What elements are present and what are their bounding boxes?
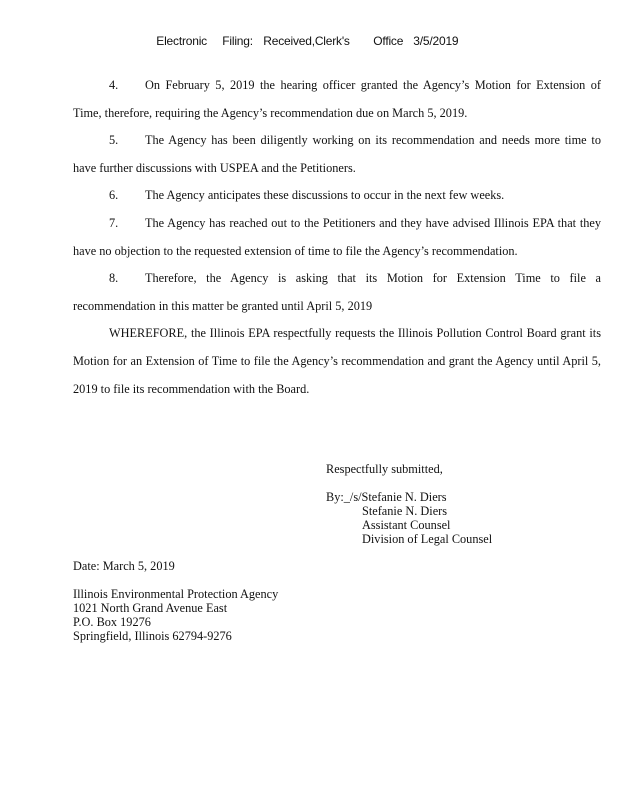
address-line-pobox: P.O. Box 19276 xyxy=(73,615,151,629)
wherefore-paragraph: WHEREFORE, the Illinois EPA respectfully requests the Illinois Pollution Control Board grant its Motion for an Extension of Time to file the Agency’s recommendation and grant the Agency until April 5, 2019 to file its recommendation with the Board. xyxy=(73,326,601,396)
paragraph-number: 4. xyxy=(109,78,119,92)
signer-name: Stefanie N. Diers xyxy=(362,504,448,518)
paragraph-text: The Agency anticipates these discussions to occur in the next few weeks. xyxy=(145,188,505,203)
paragraph-6 xyxy=(73,182,601,210)
paragraph-number: 7. xyxy=(109,215,119,230)
paragraph-8 xyxy=(73,265,601,320)
address-line-city: Springfield, Illinois 62794-9276 xyxy=(73,629,232,643)
document-date: Date: March 5, 2019 xyxy=(73,559,175,573)
header-filing: Filing: xyxy=(222,34,253,48)
header-date: 3/5/2019 xyxy=(413,34,459,48)
paragraph-text: The Agency has reached out to the Petitioners and they have advised Illinois EPA that they have no objection to the requested extension of time to file the Agency’s recommendation. xyxy=(73,215,601,258)
address-line-street: 1021 North Grand Avenue East xyxy=(73,601,228,615)
document-body xyxy=(73,72,601,403)
filing-stamp-header xyxy=(150,20,458,48)
paragraph-text: On February 5, 2019 the hearing officer granted the Agency’s Motion for Extension of Time, therefore, requiring the Agency’s recommendation due on March 5, 2019. xyxy=(73,78,601,120)
signer-division: Division of Legal Counsel xyxy=(362,532,493,546)
header-electronic: Electronic xyxy=(156,34,207,48)
paragraph-number: 5. xyxy=(109,133,119,148)
paragraph-7 xyxy=(73,210,601,265)
by-line: By:_/s/Stefanie N. Diers xyxy=(326,490,447,504)
agency-address xyxy=(73,587,278,643)
paragraph-text: The Agency has been diligently working on its recommendation and needs more time to have further discussions with USPEA and the Petitioners. xyxy=(73,133,601,175)
paragraph-number: 6. xyxy=(109,188,119,203)
header-office: Office xyxy=(373,34,404,48)
address-line-agency: Illinois Environmental Protection Agency xyxy=(73,587,279,601)
paragraph-5 xyxy=(73,127,601,182)
signer-title: Assistant Counsel xyxy=(362,518,451,532)
paragraph-4 xyxy=(73,72,601,127)
signature-block xyxy=(326,462,492,546)
paragraph-text: Therefore, the Agency is asking that its Motion for Extension Time to file a recommendation in this matter be granted until April 5, 2019 xyxy=(73,271,601,313)
closing: Respectfully submitted, xyxy=(326,462,443,476)
header-received: Received,Clerk's xyxy=(263,34,350,48)
paragraph-number: 8. xyxy=(109,271,119,286)
